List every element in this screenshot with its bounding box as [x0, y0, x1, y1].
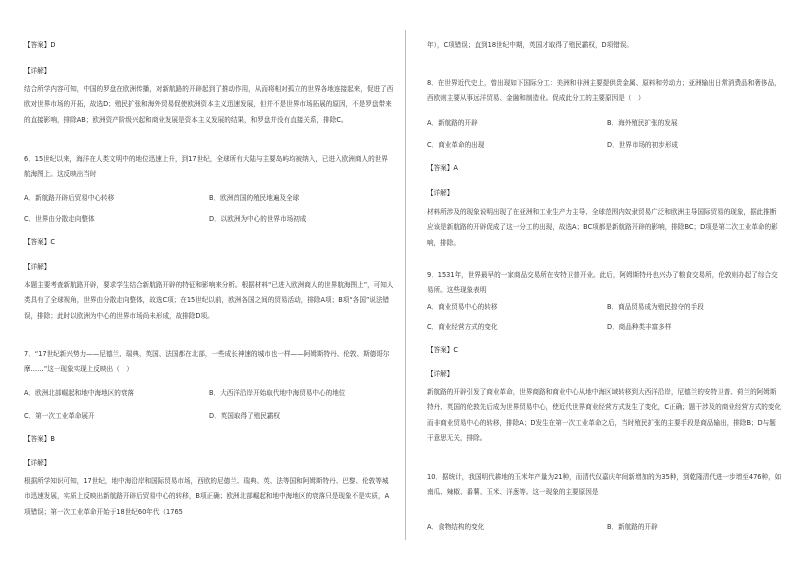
- answer-label: 【答案】D: [24, 41, 56, 49]
- detail-text: 根据所学知识可知，17世纪，地中海沿岸和国际贸易市场，西欧的尼德兰、瑞典、英、法等国和阿姆斯特丹、巴黎、伦敦等城市迅速发展，实质上反映出新航路开辟后贸易中心的转移，B项正确；欧洲北部崛起和地中海地区的衰落只是现象不是实质，A项错误；第一次工业革命开始于18世纪60年代（1765: [24, 477, 390, 516]
- detail-label: 【详解】: [24, 263, 51, 271]
- q7-option-b: B．大西洋沿岸开始取代地中海贸易中心的地位: [209, 389, 346, 397]
- q6-option-d: D．以欧洲为中心的世界市场初成: [209, 215, 307, 223]
- detail-label: 【详解】: [24, 67, 51, 75]
- answer-label: 【答案】C: [24, 238, 55, 246]
- detail-text: 结合所学内容可知，中国的罗盘在欧洲传播，对新航路的开辟起到了推动作用，从而将相对孤立的世界各地连接起来，促进了西欧对世界市场的开拓，故选D；殖民扩张和海外贸易促使欧洲资本主义迅速发展，但并不是世界市场拓展的原因，不是罗盘带来的直接影响，排除AB；欧洲资产阶级兴起和商业发展是资本主义发展的结果，和罗盘并没有直接关系，排除C。: [24, 85, 394, 124]
- detail-text: 本题主要考查新航路开辟，要求学生结合新航路开辟的特征和影响来分析。根据材料“已进入欧洲商人的世界航海图上”，可知人类具有了全球视角，世界由分散走向整体，故选C项；在15世纪以前，欧洲各国之间的贸易活动，排除A项；B项“各国”说法错误，排除；此时以欧洲为中心的世界市场尚未形成，故排除D项。: [24, 281, 394, 320]
- q9-option-a: A．商业贸易中心的转移: [427, 303, 498, 311]
- q6-option-c: C．世界由分散走向整体: [24, 215, 95, 223]
- q10-option-a: A．食物结构的变化: [427, 523, 485, 531]
- q8-option-a: A．新航路的开辟: [427, 119, 478, 127]
- q7-option-a: A．欧洲北部崛起和地中海地区的衰落: [24, 389, 135, 397]
- answer-label: 【答案】B: [24, 435, 55, 443]
- q8-option-d: D．世界市场的初步形成: [607, 141, 679, 149]
- question-9-stem: 9．1531年，世界最早的一家商品交易所在安特卫普开业。此后，阿姆斯特丹也兴办了粮食交易所，伦敦则办起了综合交易所。这些现象表明: [427, 271, 778, 295]
- q9-option-b: B．商品贸易成为殖民掠夺的手段: [607, 303, 704, 311]
- q9-option-c: C．商业经营方式的变化: [427, 323, 498, 331]
- detail-label: 【详解】: [427, 189, 454, 197]
- q6-option-b: B．欧洲首国的殖民地遍及全球: [209, 194, 300, 202]
- detail-label: 【详解】: [427, 370, 454, 378]
- q8-option-b: B．海外殖民扩张的发展: [607, 119, 678, 127]
- answer-label: 【答案】C: [427, 346, 458, 354]
- detail-label: 【详解】: [24, 459, 51, 467]
- q8-option-c: C．商业革命的出现: [427, 141, 485, 149]
- column-divider: [405, 30, 406, 540]
- continued-text: 年），C项错误；直到18世纪中期，英国才取得了殖民霸权，D项错误。: [427, 41, 633, 49]
- question-8-stem: 8．在世界近代史上，曾出现如下国际分工：美洲和非洲主要提供贵金属、原料和劳动力；亚洲输出日常消费品和奢侈品，西欧则主要从事远洋贸易、金融和制造业。促成此分工的主要原因是（ ）: [427, 79, 781, 103]
- q10-option-b: B．新航路的开辟: [607, 523, 658, 531]
- q9-option-d: D．商品种类丰富多样: [607, 323, 672, 331]
- answer-label: 【答案】A: [427, 164, 458, 172]
- detail-text: 材料所涉及的现象说明出现了在亚洲和工业生产力主导、全球范围内奴隶贸易广泛和欧洲主导国际贸易的现象，据此推断应该是新航路的开辟促成了这一分工的出现，故选A；BC项都是新航路开辟的影响，排除BC；D项是第二次工业革命的影响，排除。: [427, 208, 778, 247]
- detail-text: 新航路的开辟引发了商业革命，世界商路和商业中心从地中海区域转移到大西洋沿岸，尼德兰的安特卫普、荷兰的阿姆斯特丹、英国的伦敦先后成为世界贸易中心，使近代世界商业经营方式发生了变化，C正确；题干涉及的商业经营方式的变化而非商业贸易中心的转移，排除A；D发生在第一次工业革命之后，当时殖民扩张的主要手段是商品输出，排除B；D与题干意思无关，排除。: [427, 388, 782, 442]
- q7-option-d: D．英国取得了殖民霸权: [209, 412, 281, 420]
- question-6-stem: 6．15世纪以来，海洋在人类文明中的地位迅速上升，到17世纪，全球所有大陆与主要岛屿均被纳入，已进入欧洲商人的世界航海图上。这反映出当时: [24, 155, 388, 179]
- q6-option-a: A．新航路开辟后贸易中心转移: [24, 194, 115, 202]
- question-10-stem: 10．据统计，我国明代耕地的玉米年产量为21种，而清代仅嘉庆年间新增加的为35种，到乾隆清代进一步增至476种，如南瓜、辣椒、番薯、玉米、洋葱等。这一现象的主要原因是: [427, 473, 782, 497]
- question-7-stem: 7．“17世纪新兴势力——尼德兰、瑞典、英国、法国都在北部，一些成长神速的城市也一样——阿姆斯特丹、伦敦、斯德哥尔摩……”这一现象实现上反映出（ ）: [24, 350, 390, 374]
- q7-option-c: C．第一次工业革命展开: [24, 412, 95, 420]
